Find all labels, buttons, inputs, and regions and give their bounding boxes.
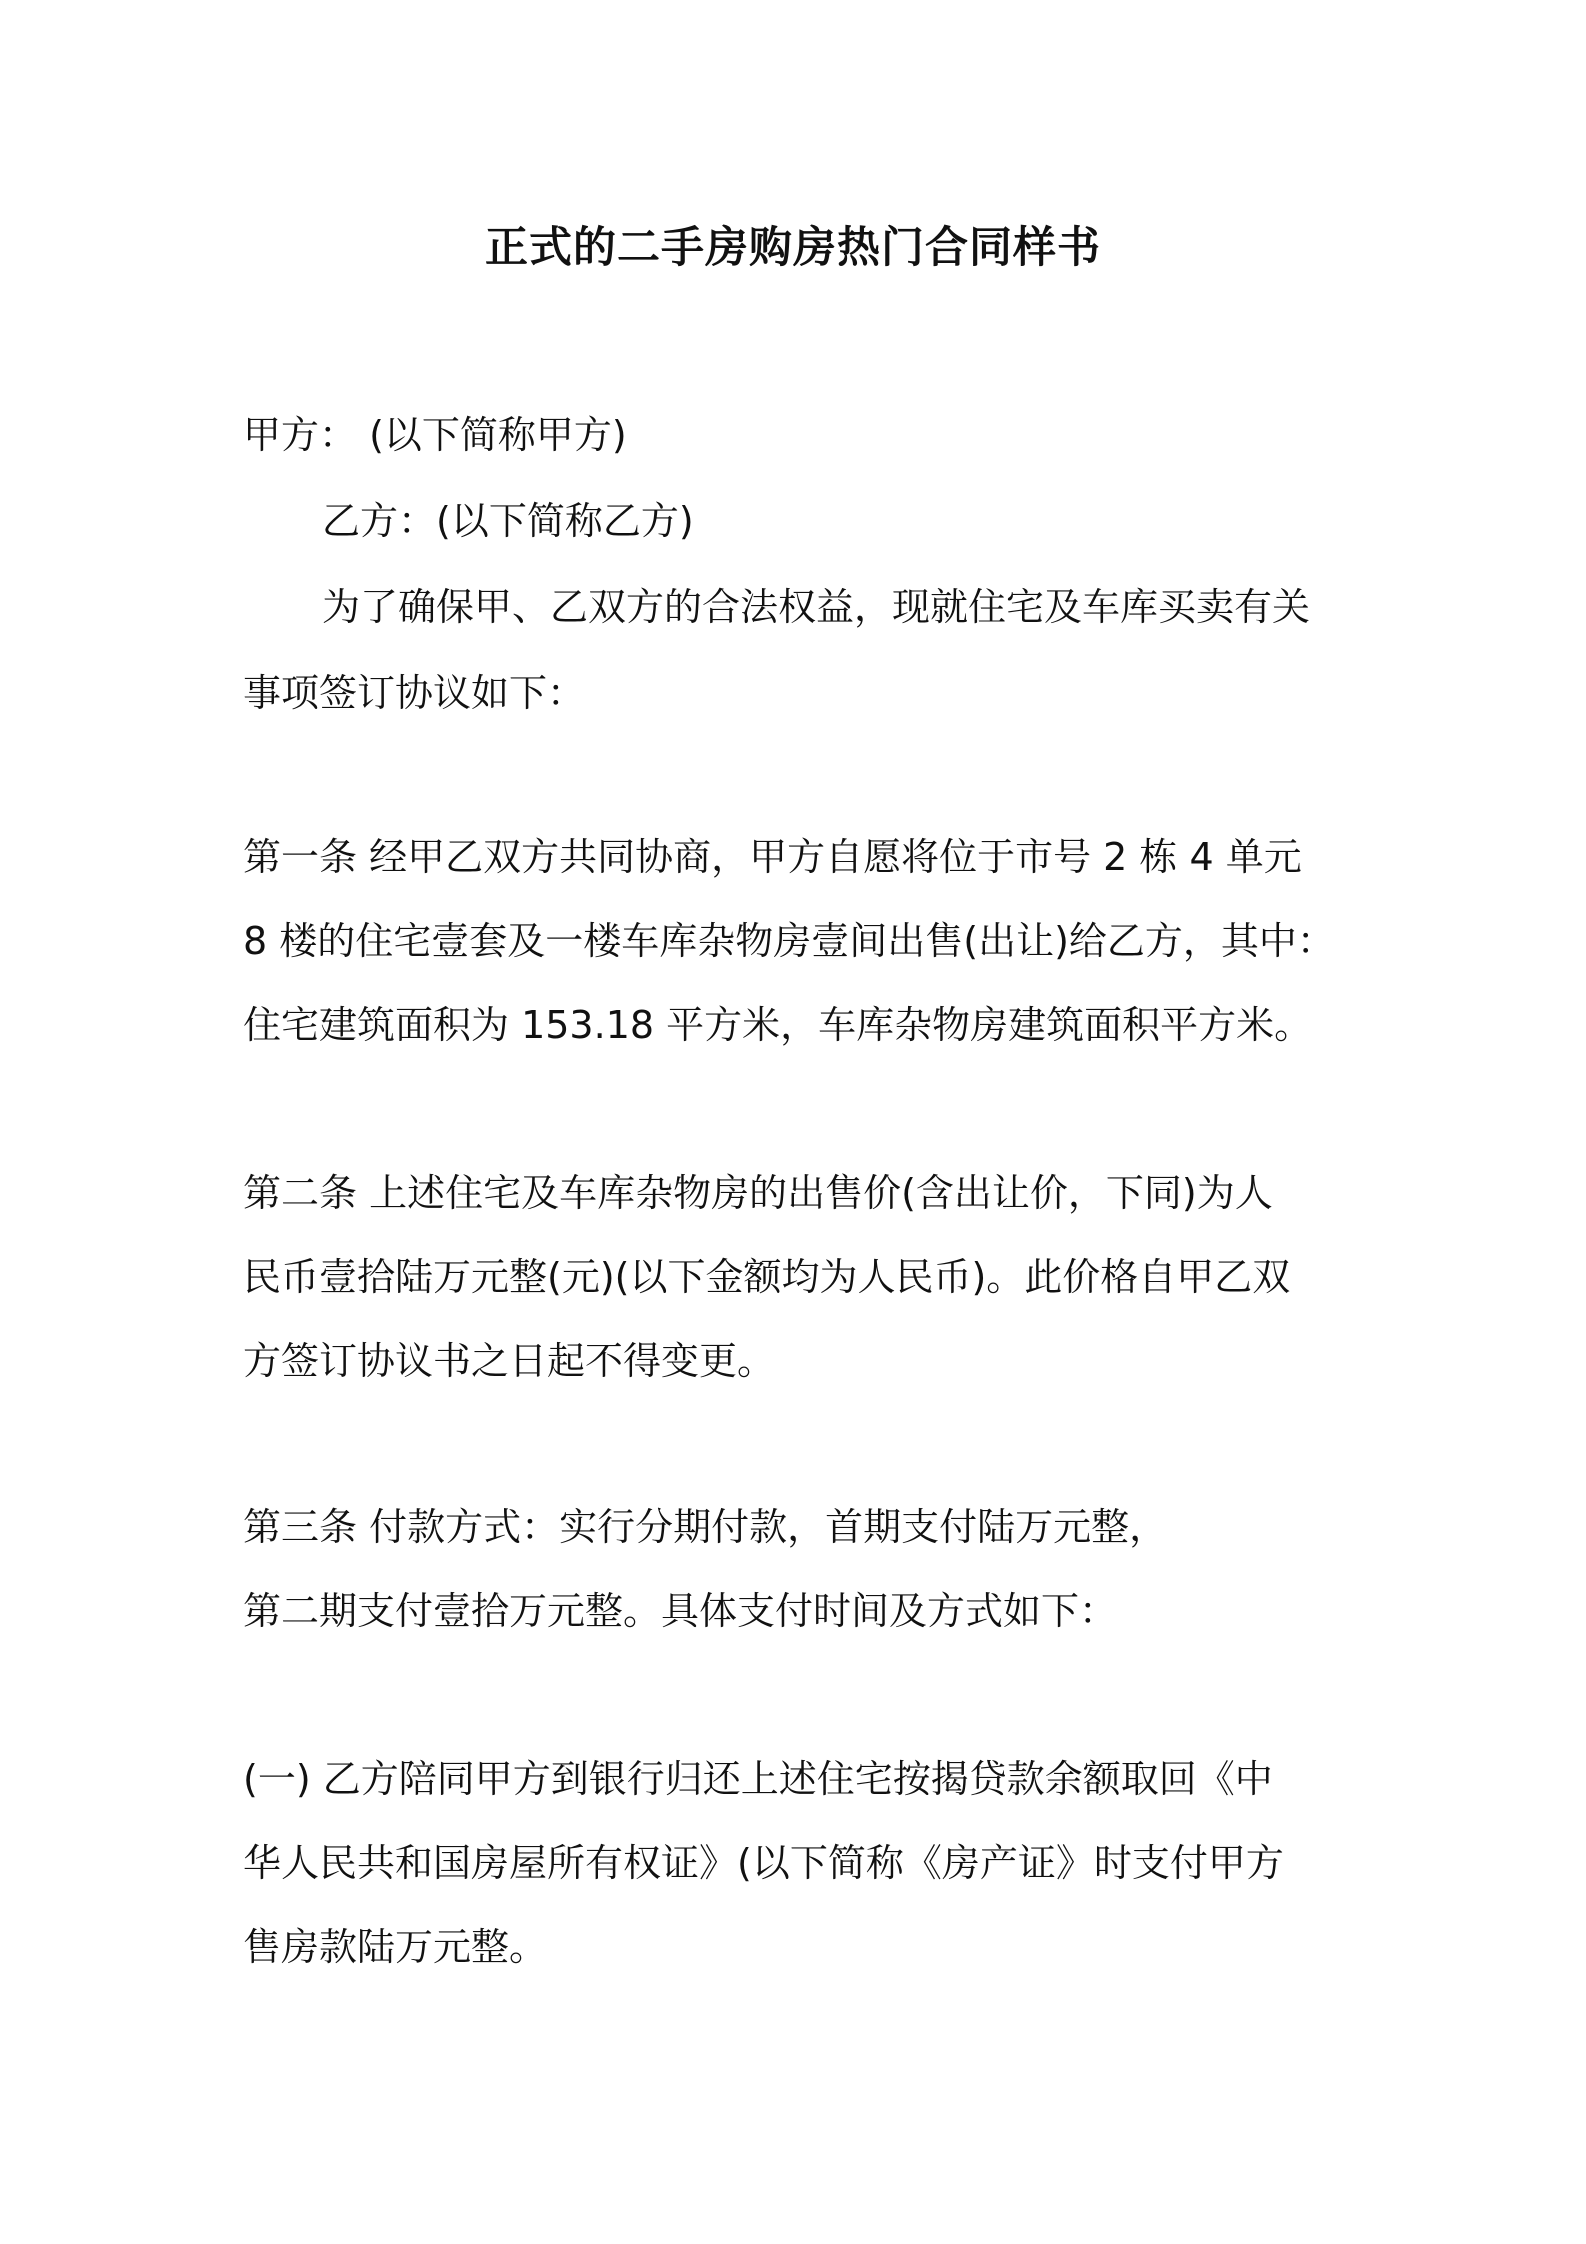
article-3-line-2: 第二期支付壹拾万元整。具体支付时间及方式如下： (243, 1589, 1118, 1633)
article-2-line-1: 第二条 上述住宅及车库杂物房的出售价(含出让价，下同)为人 (243, 1171, 1273, 1215)
preamble-line-1: 为了确保甲、乙双方的合法权益，现就住宅及车库买卖有关 (322, 585, 1311, 629)
item-1-line-2: 华人民共和国房屋所有权证》(以下简称《房产证》时支付甲方 (243, 1841, 1284, 1885)
item-1-line-1: (一) 乙方陪同甲方到银行归还上述住宅按揭贷款余额取回《中 (243, 1757, 1273, 1801)
article-3-line-1: 第三条 付款方式：实行分期付款，首期支付陆万元整， (243, 1505, 1168, 1549)
article-1-line-2: 8 楼的住宅壹套及一楼车库杂物房壹间出售(出让)给乙方，其中： (243, 919, 1335, 963)
preamble-line-2: 事项签订协议如下： (243, 671, 586, 715)
party-a-line: 甲方： (以下简称甲方) (243, 413, 627, 457)
item-1-line-3: 售房款陆万元整。 (243, 1925, 548, 1969)
document-title: 正式的二手房购房热门合同样书 (485, 223, 1101, 273)
article-2-line-3: 方签订协议书之日起不得变更。 (243, 1339, 776, 1383)
party-b-line: 乙方：(以下简称乙方) (322, 499, 694, 543)
article-1-line-1: 第一条 经甲乙双方共同协商，甲方自愿将位于市号 2 栋 4 单元 (243, 835, 1302, 879)
article-1-line-3: 住宅建筑面积为 153.18 平方米，车库杂物房建筑面积平方米。 (243, 1003, 1313, 1047)
article-2-line-2: 民币壹拾陆万元整(元)(以下金额均为人民币)。此价格自甲乙双 (243, 1255, 1291, 1299)
